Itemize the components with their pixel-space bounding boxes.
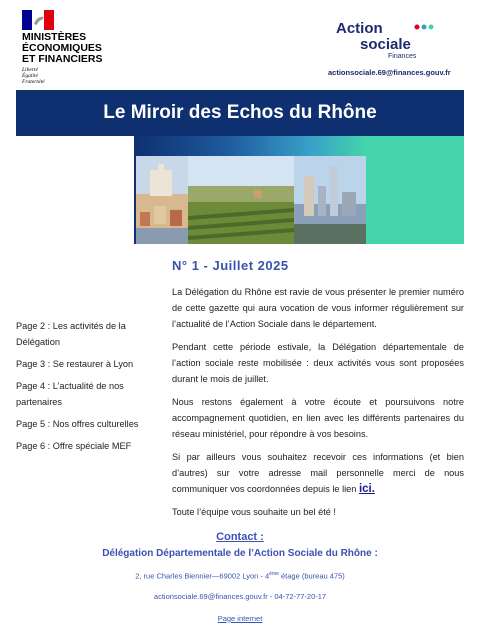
contact-organization: Délégation Départementale de l’Action Sociale du Rhône : xyxy=(102,548,378,559)
header xyxy=(0,0,480,88)
newsletter-title: Le Miroir des Echos du Rhône xyxy=(103,102,377,123)
paragraph-summer: Pendant cette période estivale, la Délégation départementale de l’action sociale reste mobilisée : deux activités vous sont proposées durant le mois de juillet. xyxy=(172,342,464,384)
logo-text-action: Action xyxy=(336,20,383,37)
logo-text-sociale: sociale xyxy=(360,36,411,53)
republic-motto xyxy=(22,67,45,85)
toc-item[interactable]: Page 3 : Se restaurer à Lyon xyxy=(16,359,134,369)
toc-item[interactable]: Page 5 : Nos offres culturelles xyxy=(16,419,139,429)
ministry-line: ÉCONOMIQUES xyxy=(22,42,102,54)
ministry-line: MINISTÈRES xyxy=(22,31,87,43)
contact-title: Contact : xyxy=(216,531,264,543)
toc-item[interactable]: Page 4 : L’actualité de nos partenaires xyxy=(16,381,124,407)
subscribe-link[interactable]: ici. xyxy=(358,483,375,495)
motto-line: Égalité xyxy=(22,73,38,79)
address-start: 2, rue Charles Biennier—69002 Lyon - 4 xyxy=(135,571,270,581)
toc-item[interactable]: Page 2 : Les activités de la Délégation xyxy=(16,321,126,347)
lyon-photos-image xyxy=(136,156,366,244)
strip-mint-panel xyxy=(368,136,464,244)
paragraph-support: Nous restons également à votre écoute et poursuivons notre accompagnement quotidien, en lien avec les différents partenaires du réseau ministériel, pour répondre à vos besoins. xyxy=(172,397,464,439)
contact-address xyxy=(0,564,480,587)
table-of-contents xyxy=(16,318,162,460)
ministry-name xyxy=(22,32,103,65)
address-end: étage (bureau 475) xyxy=(278,571,345,581)
issue-number: N° 1 - Juillet 2025 xyxy=(172,258,289,273)
paragraph-intro: La Délégation du Rhône est ravie de vous présenter le premier numéro de cette gazette qui aura vocation de vous informer régulièrement sur l’actualité de l’Action Sociale dans le département. xyxy=(172,287,464,329)
contact-email-phone[interactable]: actionsociale.69@finances.gouv.fr - 04-72-77-20-17 xyxy=(153,591,327,601)
paragraph-subscribe xyxy=(172,449,464,497)
toc-item[interactable]: Page 6 : Offre spéciale MEF xyxy=(16,441,132,451)
logo-text-finances: Finances xyxy=(388,53,417,60)
marianne-flag-logo xyxy=(22,10,54,30)
subscribe-text: Si par ailleurs vous souhaitez recevoir ces informations (et bien d’autres) sur votre adresse mail personnelle merci de nous communiquer vos coordonnées depuis le lien xyxy=(172,452,464,494)
motto-line: Liberté xyxy=(22,67,38,73)
header-email[interactable]: actionsociale.69@finances.gouv.fr xyxy=(328,68,451,77)
title-banner xyxy=(16,90,464,136)
logo-dots-icon xyxy=(414,24,434,30)
paragraph-closing: Toute l’équipe vous souhaite un bel été ! xyxy=(172,507,336,517)
ministry-line: ET FINANCIERS xyxy=(22,53,103,65)
web-page-link[interactable]: Page internet xyxy=(217,613,263,623)
address-ordinal: ème xyxy=(269,571,279,577)
strip-white-panel xyxy=(16,136,134,244)
contact-block xyxy=(0,530,480,629)
action-sociale-logo xyxy=(336,20,446,62)
editorial-text xyxy=(172,284,464,527)
motto-line: Fraternité xyxy=(22,79,45,85)
photo-strip xyxy=(16,136,464,244)
